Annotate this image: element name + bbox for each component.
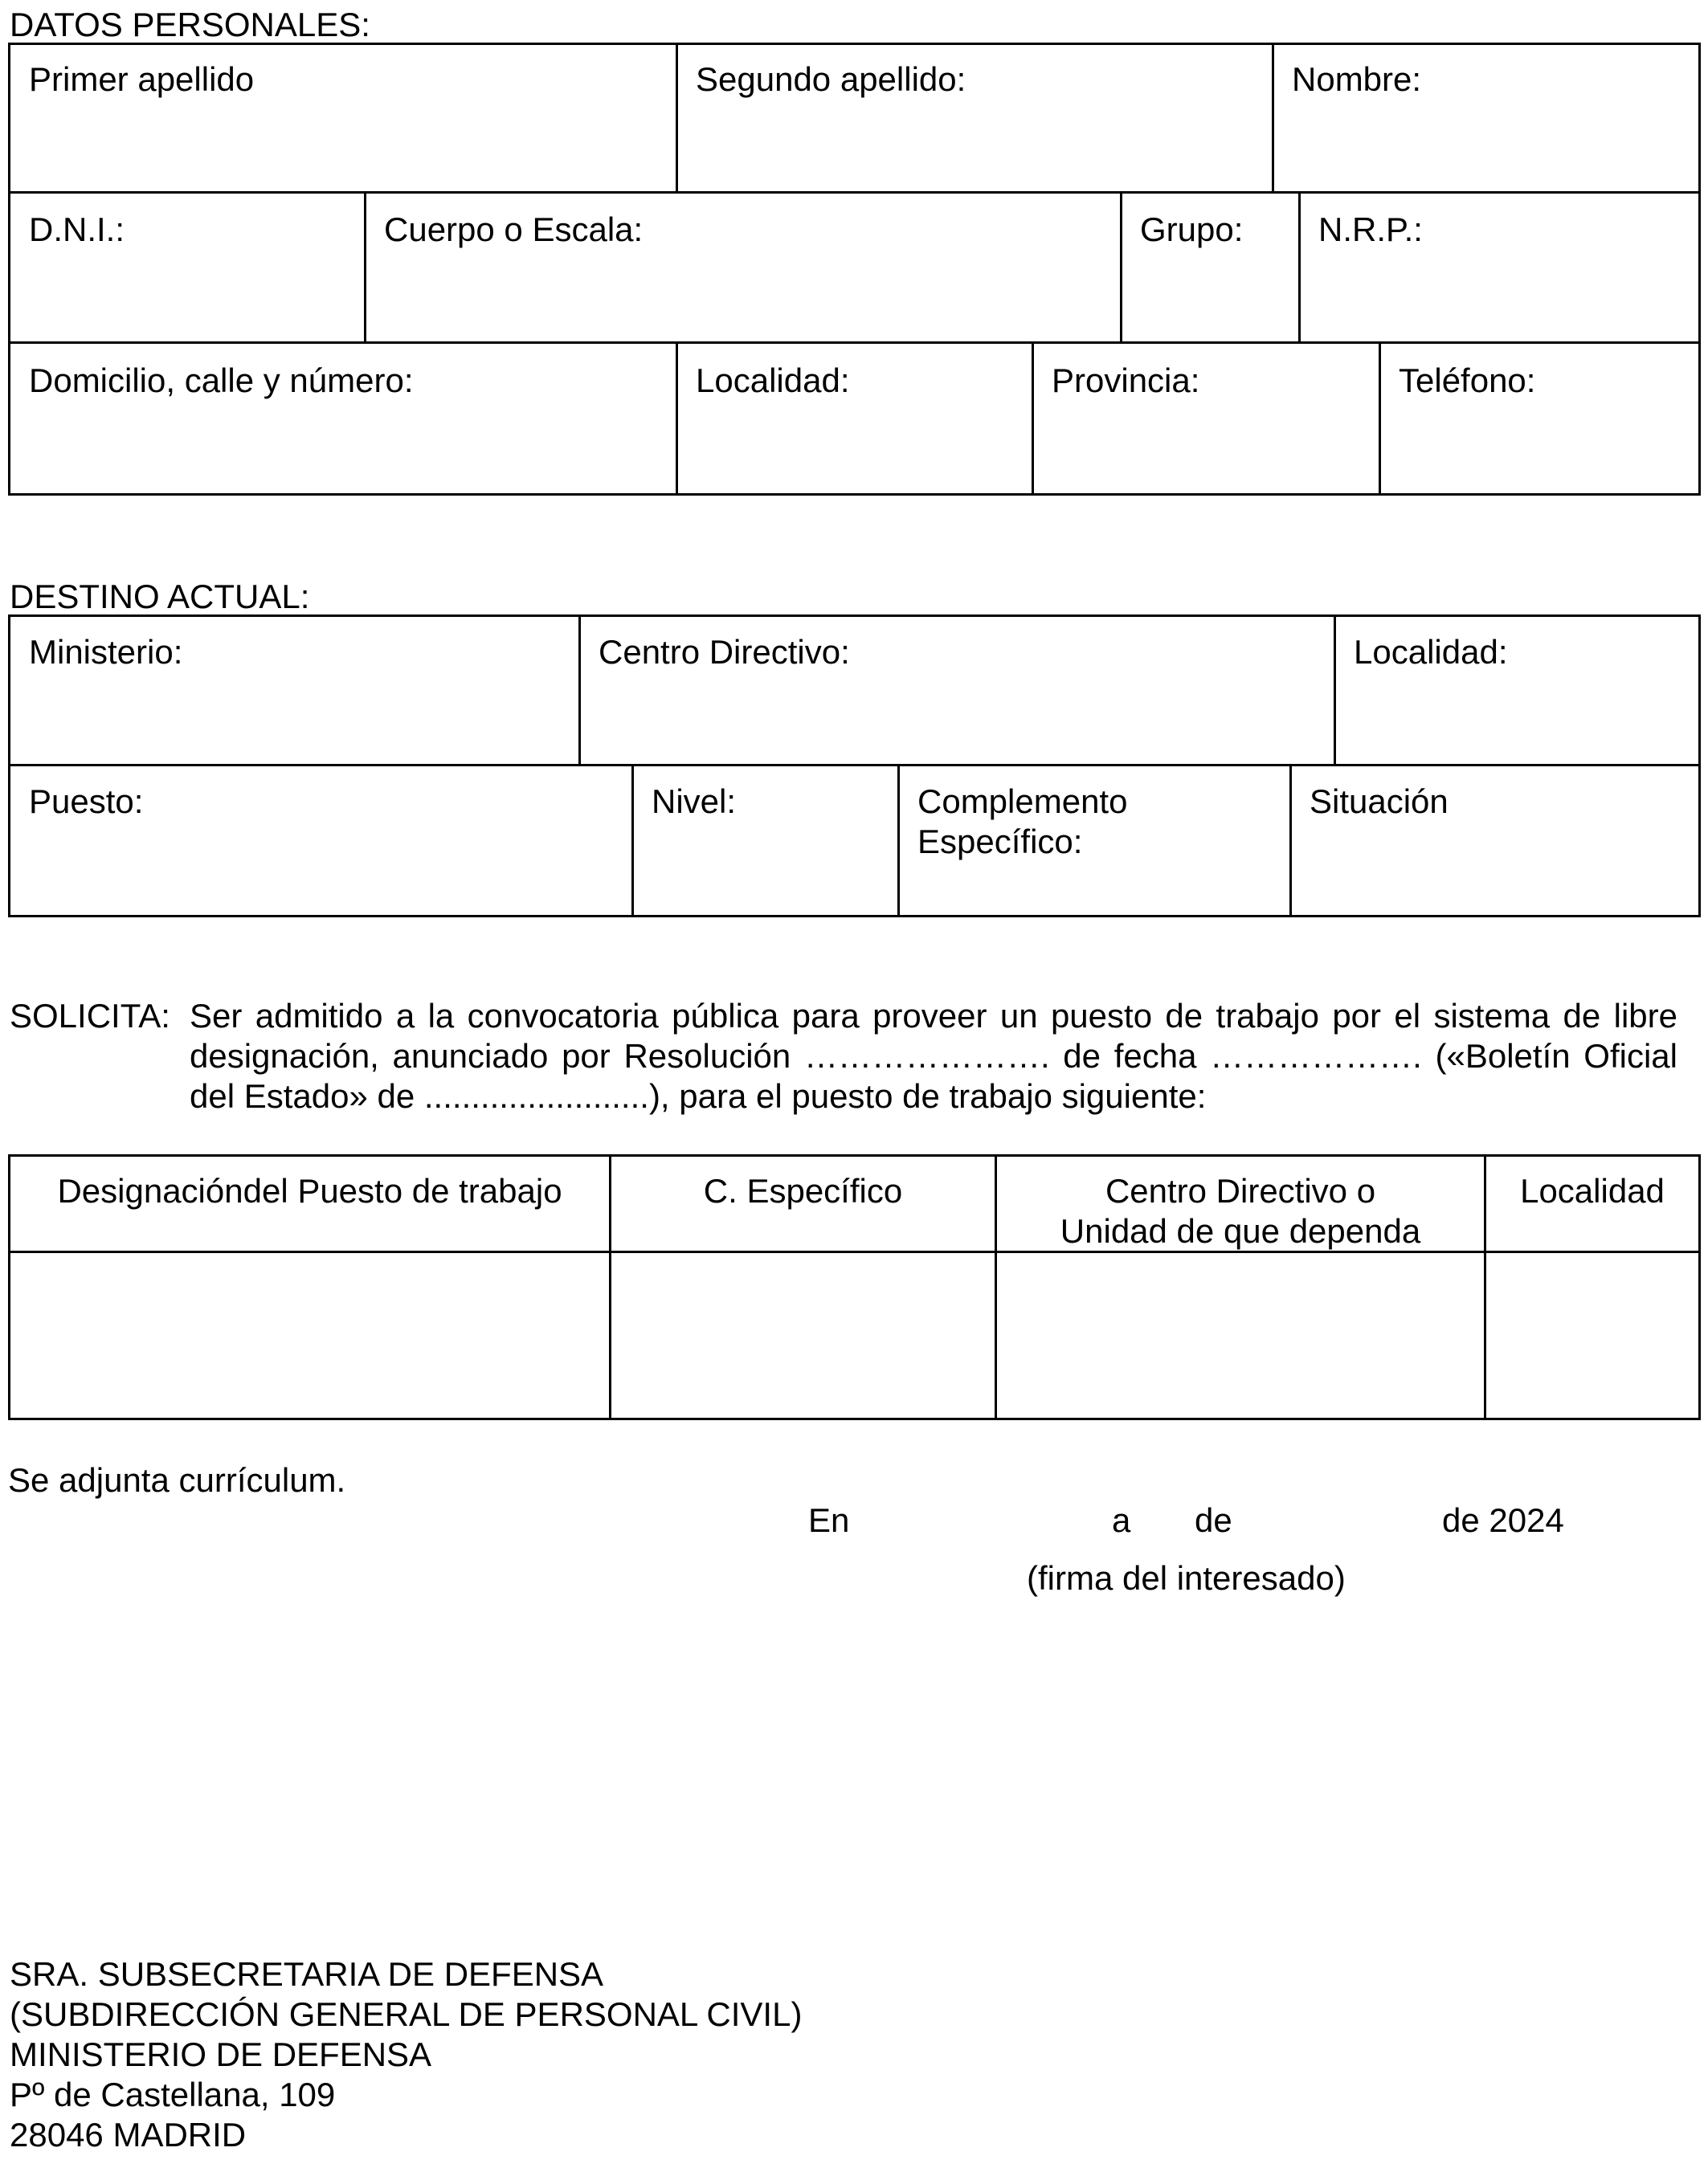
row-divider bbox=[8, 191, 1701, 194]
input-c-especifico[interactable] bbox=[611, 1253, 995, 1418]
address-line-3: MINISTERIO DE DEFENSA bbox=[10, 2035, 432, 2073]
col-divider bbox=[1379, 341, 1381, 496]
field-provincia[interactable]: Provincia: bbox=[1052, 361, 1200, 399]
col-divider bbox=[1334, 614, 1336, 766]
col-divider bbox=[364, 191, 366, 343]
solicita-line-3: del Estado» de ........................), para el puesto de trabajo siguiente: bbox=[190, 1077, 1207, 1115]
field-puesto[interactable]: Puesto: bbox=[29, 782, 144, 820]
input-centro-directivo[interactable] bbox=[997, 1253, 1484, 1418]
col-divider bbox=[1298, 191, 1301, 343]
col-divider bbox=[897, 764, 900, 917]
solicita-line-1: Ser admitido a la convocatoria pública para proveer un puesto de trabajo por el sistema de libre bbox=[190, 997, 1677, 1035]
col-divider bbox=[631, 764, 634, 917]
adjunta-curriculum: Se adjunta currículum. bbox=[8, 1461, 346, 1499]
col-divider bbox=[1120, 191, 1122, 343]
date-de: de bbox=[1195, 1501, 1232, 1539]
col-header-designacion: Designacióndel Puesto de trabajo bbox=[57, 1172, 562, 1210]
col-divider bbox=[578, 614, 581, 766]
field-localidad-destino[interactable]: Localidad: bbox=[1354, 633, 1508, 671]
col-header-localidad: Localidad bbox=[1520, 1172, 1665, 1210]
field-ministerio[interactable]: Ministerio: bbox=[29, 633, 183, 671]
field-nivel[interactable]: Nivel: bbox=[652, 782, 737, 820]
field-cuerpo-escala[interactable]: Cuerpo o Escala: bbox=[384, 210, 644, 248]
field-dni[interactable]: D.N.I.: bbox=[29, 210, 125, 248]
field-nrp[interactable]: N.R.P.: bbox=[1318, 210, 1423, 248]
address-line-5: 28046 MADRID bbox=[10, 2116, 247, 2154]
field-nombre[interactable]: Nombre: bbox=[1292, 60, 1422, 98]
address-line-4: Pº de Castellana, 109 bbox=[10, 2076, 336, 2113]
col-header-centro-directivo-1: Centro Directivo o bbox=[1105, 1172, 1376, 1210]
col-divider bbox=[1032, 341, 1034, 496]
field-localidad[interactable]: Localidad: bbox=[696, 361, 850, 399]
section-heading-destino: DESTINO ACTUAL: bbox=[10, 578, 310, 615]
date-a: a bbox=[1112, 1501, 1131, 1539]
solicita-line-2: designación, anunciado por Resolución …………………. de fecha ………………. («Boletín Oficial bbox=[190, 1037, 1677, 1075]
personal-data-table bbox=[8, 43, 1701, 496]
col-header-c-especifico: C. Específico bbox=[703, 1172, 903, 1210]
field-primer-apellido[interactable]: Primer apellido bbox=[29, 60, 255, 98]
field-situacion[interactable]: Situación bbox=[1310, 782, 1449, 820]
section-heading-personal: DATOS PERSONALES: bbox=[10, 6, 370, 43]
field-centro-directivo[interactable]: Centro Directivo: bbox=[599, 633, 850, 671]
row-divider bbox=[8, 764, 1701, 766]
field-complemento-label-1[interactable]: Complemento bbox=[917, 782, 1128, 820]
solicita-paragraph bbox=[190, 996, 1677, 1117]
col-divider bbox=[1272, 43, 1274, 193]
field-telefono[interactable]: Teléfono: bbox=[1399, 361, 1536, 399]
address-line-2: (SUBDIRECCIÓN GENERAL DE PERSONAL CIVIL) bbox=[10, 1995, 803, 2033]
date-en: En bbox=[808, 1501, 850, 1539]
solicita-label: SOLICITA: bbox=[10, 997, 170, 1035]
field-domicilio[interactable]: Domicilio, calle y número: bbox=[29, 361, 414, 399]
input-designacion[interactable] bbox=[10, 1253, 609, 1418]
field-complemento-label-2: Específico: bbox=[917, 823, 1083, 860]
field-segundo-apellido[interactable]: Segundo apellido: bbox=[696, 60, 966, 98]
row-divider bbox=[8, 341, 1701, 344]
field-grupo[interactable]: Grupo: bbox=[1140, 210, 1244, 248]
col-divider bbox=[1289, 764, 1292, 917]
input-localidad[interactable] bbox=[1486, 1253, 1698, 1418]
col-divider bbox=[676, 43, 678, 193]
address-line-1: SRA. SUBSECRETARIA DE DEFENSA bbox=[10, 1955, 604, 1993]
col-header-centro-directivo-2: Unidad de que dependa bbox=[1060, 1212, 1421, 1250]
col-divider bbox=[676, 341, 678, 496]
firma-interesado: (firma del interesado) bbox=[1027, 1559, 1346, 1597]
date-year: de 2024 bbox=[1442, 1501, 1564, 1539]
